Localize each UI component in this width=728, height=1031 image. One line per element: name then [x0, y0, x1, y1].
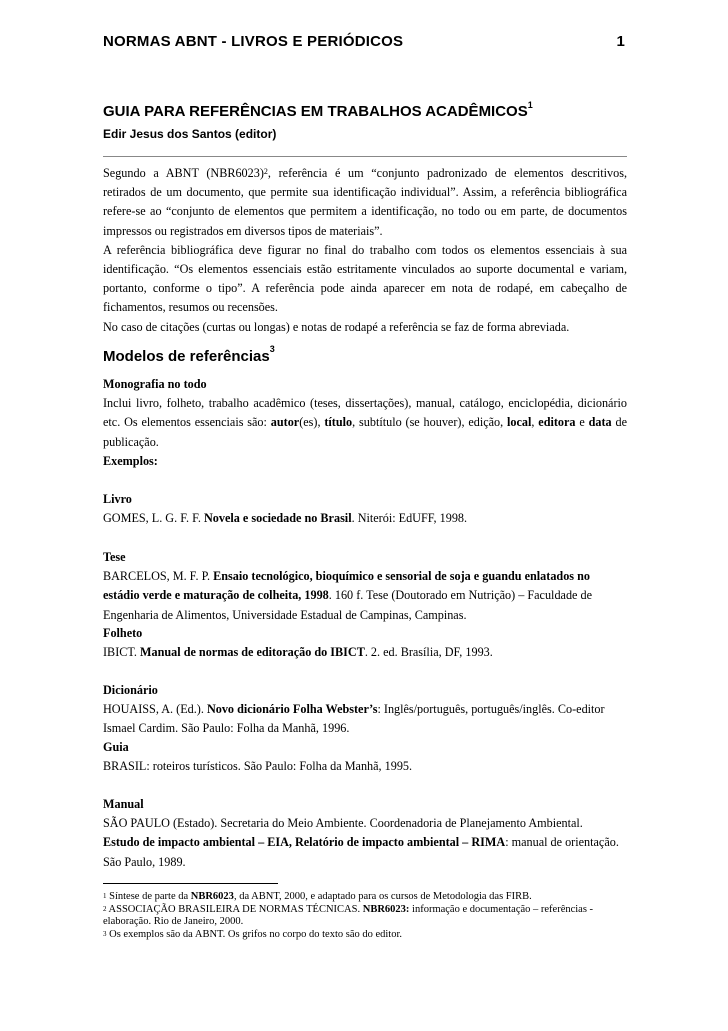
- section-heading: Modelos de referências$^3$: [103, 344, 275, 365]
- example-tese: Tese BARCELOS, M. F. P. Ensaio tecnológico, bioquímico e sensorial de soja e guandu enlatados no estádio verde e maturação de colheita, 1998. 160 f. Tese (Doutorado em Nutrição) – Faculdade de Engenharia de Alimentos, Universidade Estadual de Campinas, Campinas.: [103, 548, 627, 625]
- example-folheto: Folheto IBICT. Manual de normas de editoração do IBICT. 2. ed. Brasília, DF, 1993.: [103, 624, 627, 662]
- running-header: [103, 33, 627, 50]
- author-line: Edir Jesus dos Santos (editor): [103, 127, 277, 141]
- footnote-2: $^2$ ASSOCIAÇÃO BRASILEIRA DE NORMAS TÉCNICAS. NBR6023: informação e documentação – referências -: [103, 903, 594, 915]
- footnote-separator: [103, 883, 278, 884]
- example-label: Tese: [103, 550, 126, 564]
- example-label: Livro: [103, 492, 132, 506]
- example-label: Dicionário: [103, 683, 158, 697]
- footnotes: [103, 891, 627, 941]
- keyword-editora: editora: [538, 415, 576, 430]
- subheading: Monografia no todo: [103, 377, 207, 391]
- title-footnote-ref[interactable]: 1: [527, 100, 533, 110]
- example-manual: Manual SÃO PAULO (Estado). Secretaria do Meio Ambiente. Coordenadoria de Planejamento Ambiental. Estudo de impacto ambiental – EIA, Relatório de impacto ambiental – RIMA: manual de orientação. São Paulo, 1989.: [103, 795, 627, 872]
- keyword-local: local: [507, 415, 532, 430]
- footnote-ref-2[interactable]: 2: [263, 167, 268, 176]
- example-label: Folheto: [103, 626, 143, 640]
- footnote-1: $^1$ Síntese de parte da NBR6023, da ABNT, 2000, e adaptado para os cursos de Metodologia das FIRB.: [103, 891, 532, 902]
- example-guia: Guia BRASIL: roteiros turísticos. São Paulo: Folha da Manhã, 1995.: [103, 738, 627, 776]
- footnote-3: $^3$ Os exemplos são da ABNT. Os grifos no corpo do texto são do editor.: [103, 928, 403, 940]
- title-text: GUIA PARA REFERÊNCIAS EM TRABALHOS ACADÊMICOS: [103, 103, 528, 120]
- keyword-autor: autor: [270, 415, 300, 430]
- document-title: [103, 100, 533, 120]
- examples-label: Exemplos:: [103, 453, 158, 468]
- page-number: 1: [616, 33, 625, 50]
- intro-paragraph-3: No caso de citações (curtas ou longas) e notas de rodapé a referência se faz de forma abreviada.: [103, 319, 570, 334]
- keyword-data: data: [588, 415, 612, 430]
- intro-section: [103, 164, 627, 337]
- example-label: Manual: [103, 797, 144, 811]
- running-title: NORMAS ABNT - LIVROS E PERIÓDICOS: [103, 33, 404, 50]
- footnote-ref-3[interactable]: 3: [269, 344, 275, 354]
- intro-paragraph-2: A referência bibliográfica deve figurar no final do trabalho com todos os elementos essenciais à sua identificação. “Os elementos essenciais estão estritamente vinculados ao suporte documental e variam, portanto, conforme o tipo”. A referência pode ainda aparecer em nota de rodapé, em cabeçalho de fichamentos, resumos ou recensões.: [103, 242, 627, 315]
- example-livro: Livro GOMES, L. G. F. F. Novela e sociedade no Brasil. Niterói: EdUFF, 1998.: [103, 490, 627, 528]
- example-dicionario: Dicionário HOUAISS, A. (Ed.). Novo dicionário Folha Webster’s: Inglês/português, português/inglês. Co-editor Ismael Cardim. São Paulo: Folha da Manhã, 1996.: [103, 681, 627, 739]
- footnote-2-continued: elaboração. Rio de Janeiro, 2000.: [103, 916, 244, 928]
- title-divider: [103, 156, 627, 157]
- example-label: Guia: [103, 740, 129, 754]
- keyword-titulo: título: [324, 415, 353, 430]
- intro-paragraph-1: Segundo a ABNT $(NBR6023)^2$, referência é um “conjunto padronizado de elementos descritivos, retirados de um documento, que permite sua identificação individual”. Assim, a referência bibliográfica refere-se ao “conjunto de elementos que permitem a identificação, no todo ou em parte, de documentos impressos ou registrados em diversos tipos de materiais”.: [103, 166, 627, 238]
- models-section: Monografia no todo Inclui livro, folheto, trabalho acadêmico (teses, dissertações), manual, catálogo, enciclopédia, dicionário etc. Os elementos essenciais são: autor(es), título, subtítulo (se houver), edição, local, editora e data de publicação. Exemplos:: [103, 375, 627, 471]
